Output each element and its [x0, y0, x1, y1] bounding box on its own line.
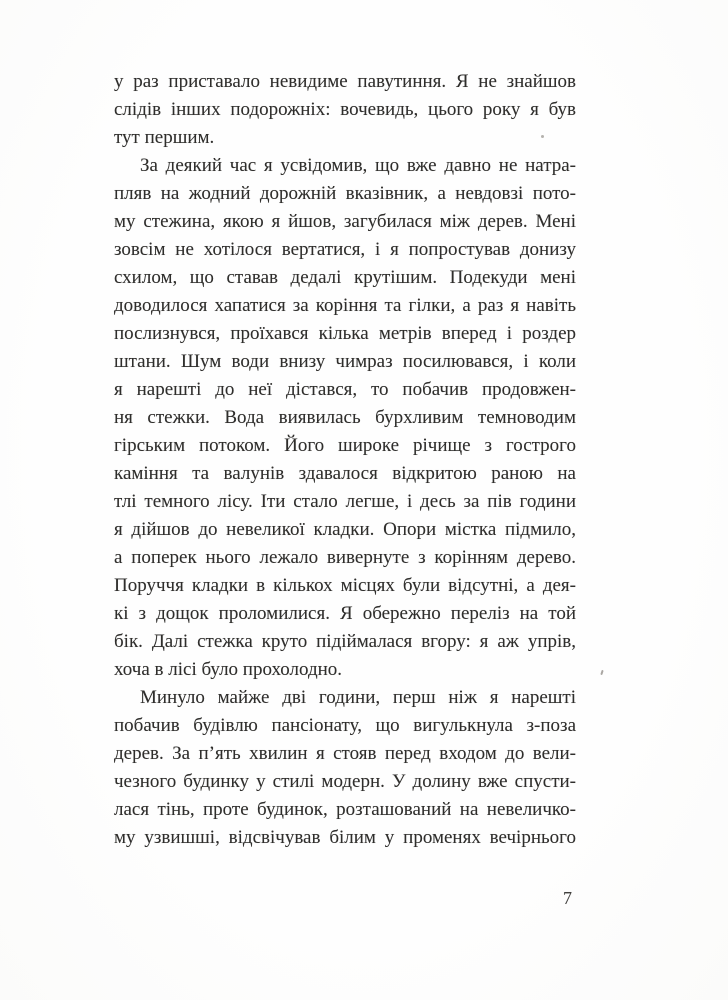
text-line: дерев. За п’ять хвилин я стояв перед входом до вели-: [114, 743, 576, 764]
text-line: послизнувся, проїхався кілька метрів вперед і роздер: [114, 323, 576, 344]
paragraph: [114, 684, 576, 852]
text-line: каміння та валунів здавалося відкритою раною на: [114, 463, 576, 484]
text-line: я дійшов до невеликої кладки. Опори містка підмило,: [114, 519, 576, 540]
page-number: 7: [563, 888, 572, 908]
text-line: хоча в лісі було прохолодно.: [114, 659, 343, 680]
text-line: штани. Шум води внизу чимраз посилювався, і коли: [114, 351, 576, 372]
text-line: му стежина, якою я йшов, загубилася між дерев. Мені: [114, 211, 576, 232]
scan-speck: [541, 135, 544, 138]
text-line: тут першим.: [114, 127, 215, 148]
text-line: я нарешті до неї дістався, то побачив продовжен-: [114, 379, 576, 400]
paragraph: [114, 152, 576, 684]
text-line: бік. Далі стежка круто підіймалася вгору: я аж упрів,: [114, 631, 576, 652]
text-line: схилом, що ставав дедалі крутішим. Подекуди мені: [114, 267, 576, 288]
text-line: кі з дощок проломилися. Я обережно переліз на той: [114, 603, 576, 624]
text-line: лася тінь, проте будинок, розташований на невеличко-: [114, 799, 576, 820]
scan-speck: [600, 670, 603, 675]
text-line: За деякий час я усвідомив, що вже давно не натра-: [140, 155, 576, 176]
text-line: пляв на жодний дорожній вказівник, а невдовзі пото-: [114, 183, 576, 204]
text-line: Минуло майже дві години, перш ніж я нарешті: [140, 687, 576, 708]
text-line: му узвишші, відсвічував білим у променях вечірнього: [114, 827, 576, 848]
text-line: Поруччя кладки в кількох місцях були відсутні, а дея-: [114, 575, 576, 596]
text-line: а поперек нього лежало вивернуте з корінням дерево.: [114, 547, 576, 568]
paragraph: [114, 68, 576, 152]
text-line: побачив будівлю пансіонату, що вигулькнула з-поза: [114, 715, 576, 736]
text-line: доводилося хапатися за коріння та гілки, а раз я навіть: [114, 295, 576, 316]
text-line: тлі темного лісу. Іти стало легше, і десь за пів години: [114, 491, 576, 512]
text-line: ня стежки. Вода виявилась бурхливим темноводим: [114, 407, 576, 428]
text-line: чезного будинку у стилі модерн. У долину вже спусти-: [114, 771, 576, 792]
body-text: [114, 68, 576, 852]
text-line: у раз приставало невидиме павутиння. Я не знайшов: [114, 71, 576, 92]
text-line: гірським потоком. Його широке річище з гострого: [114, 435, 576, 456]
text-line: слідів інших подорожніх: вочевидь, цього року я був: [114, 99, 576, 120]
text-line: зовсім не хотілося вертатися, і я попростував донизу: [114, 239, 576, 260]
